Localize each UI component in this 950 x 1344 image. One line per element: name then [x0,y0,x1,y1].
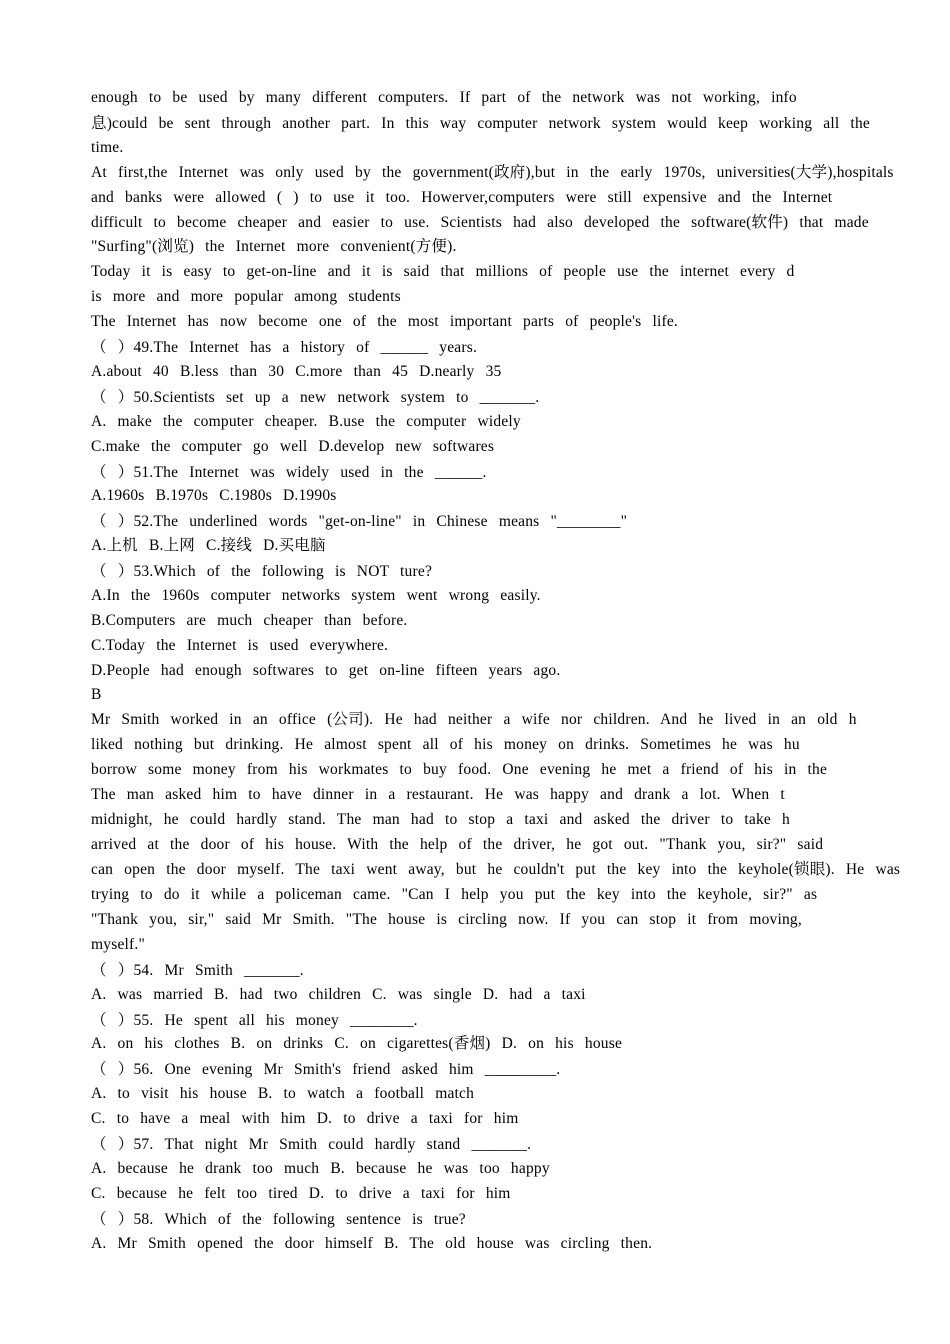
section-label-b: B [91,686,102,703]
question-50-options-cd: C.make the computer go well D.develop new softwares [91,438,495,455]
question-54-options: A. was married B. had two children C. was single D. had a taxi [91,986,586,1003]
question-53-option-b: B.Computers are much cheaper than before. [91,612,408,629]
question-51-options: A.1960s B.1970s C.1980s D.1990s [91,487,337,504]
question-53-option-a: A.In the 1960s computer networks system went wrong easily. [91,587,541,604]
passage-a-line-7: "Surfing"(浏览) the Internet more convenient(方便). [91,238,457,255]
question-56-options-cd: C. to have a meal with him D. to drive a taxi for him [91,1110,519,1127]
passage-b-line-9: "Thank you, sir," said Mr Smith. "The house is circling now. If you can stop it from moving, [91,911,802,928]
passage-a-line-1: enough to be used by many different computers. If part of the network was not working, info [91,89,797,106]
passage-b-line-2: liked nothing but drinking. He almost spent all of his money on drinks. Sometimes he was hu [91,736,800,753]
question-55-options: A. on his clothes B. on drinks C. on cigarettes(香烟) D. on his house [91,1035,623,1052]
question-58-options-ab: A. Mr Smith opened the door himself B. The old house was circling then. [91,1235,653,1252]
question-58: （ ）58. Which of the following sentence is true? [91,1211,466,1228]
passage-a-line-4: At first,the Internet was only used by the government(政府),but in the early 1970s, universities(大学),hospitals [91,164,894,181]
passage-a-line-6: difficult to become cheaper and easier to use. Scientists had also developed the software(软件) that made [91,214,869,231]
question-52: （ ）52.The underlined words "get-on-line" in Chinese means "________" [91,513,628,530]
question-50-options-ab: A. make the computer cheaper. B.use the computer widely [91,413,521,430]
passage-b-line-7: can open the door myself. The taxi went away, but he couldn't put the key into the keyhole(锁眼). He was [91,861,901,878]
passage-b-line-10: myself." [91,936,145,953]
passage-a-line-9: is more and more popular among students [91,288,401,305]
passage-b-line-5: midnight, he could hardly stand. The man had to stop a taxi and asked the driver to take h [91,811,790,828]
question-52-options: A.上机 B.上网 C.接线 D.买电脑 [91,537,326,554]
question-50: （ ）50.Scientists set up a new network system to _______. [91,389,540,406]
passage-a-line-8: Today it is easy to get-on-line and it is said that millions of people use the internet every d [91,263,795,280]
question-56: （ ）56. One evening Mr Smith's friend asked him _________. [91,1061,561,1078]
question-55: （ ）55. He spent all his money ________. [91,1012,418,1029]
question-56-options-ab: A. to visit his house B. to watch a football match [91,1085,475,1102]
question-57-options-cd: C. because he felt too tired D. to drive a taxi for him [91,1185,511,1202]
question-53-option-d: D.People had enough softwares to get on-line fifteen years ago. [91,662,561,679]
question-53: （ ）53.Which of the following is NOT ture? [91,563,433,580]
passage-b-line-1: Mr Smith worked in an office (公司). He had neither a wife nor children. And he lived in an old h [91,711,857,728]
passage-b-line-8: trying to do it while a policeman came. "Can I help you put the key into the keyhole, sir?" as [91,886,818,903]
passage-a-line-3: time. [91,139,124,156]
passage-b-line-4: The man asked him to have dinner in a restaurant. He was happy and drank a lot. When t [91,786,785,803]
question-49: （ ）49.The Internet has a history of ______ years. [91,339,478,356]
passage-b-line-6: arrived at the door of his house. With the help of the driver, he got out. "Thank you, sir?" said [91,836,824,853]
passage-a-line-5: and banks were allowed ( ) to use it too. Howerver,computers were still expensive and the Internet [91,189,833,206]
question-51: （ ）51.The Internet was widely used in the ______. [91,464,487,481]
question-57-options-ab: A. because he drank too much B. because he was too happy [91,1160,550,1177]
question-49-options: A.about 40 B.less than 30 C.more than 45 D.nearly 35 [91,363,502,380]
question-53-option-c: C.Today the Internet is used everywhere. [91,637,389,654]
passage-a-line-10: The Internet has now become one of the most important parts of people's life. [91,313,678,330]
passage-b-line-3: borrow some money from his workmates to buy food. One evening he met a friend of his in the [91,761,828,778]
passage-a-line-2: 息)could be sent through another part. In this way computer network system would keep working all the [91,115,870,132]
question-54: （ ）54. Mr Smith _______. [91,962,304,979]
question-57: （ ）57. That night Mr Smith could hardly stand _______. [91,1136,532,1153]
